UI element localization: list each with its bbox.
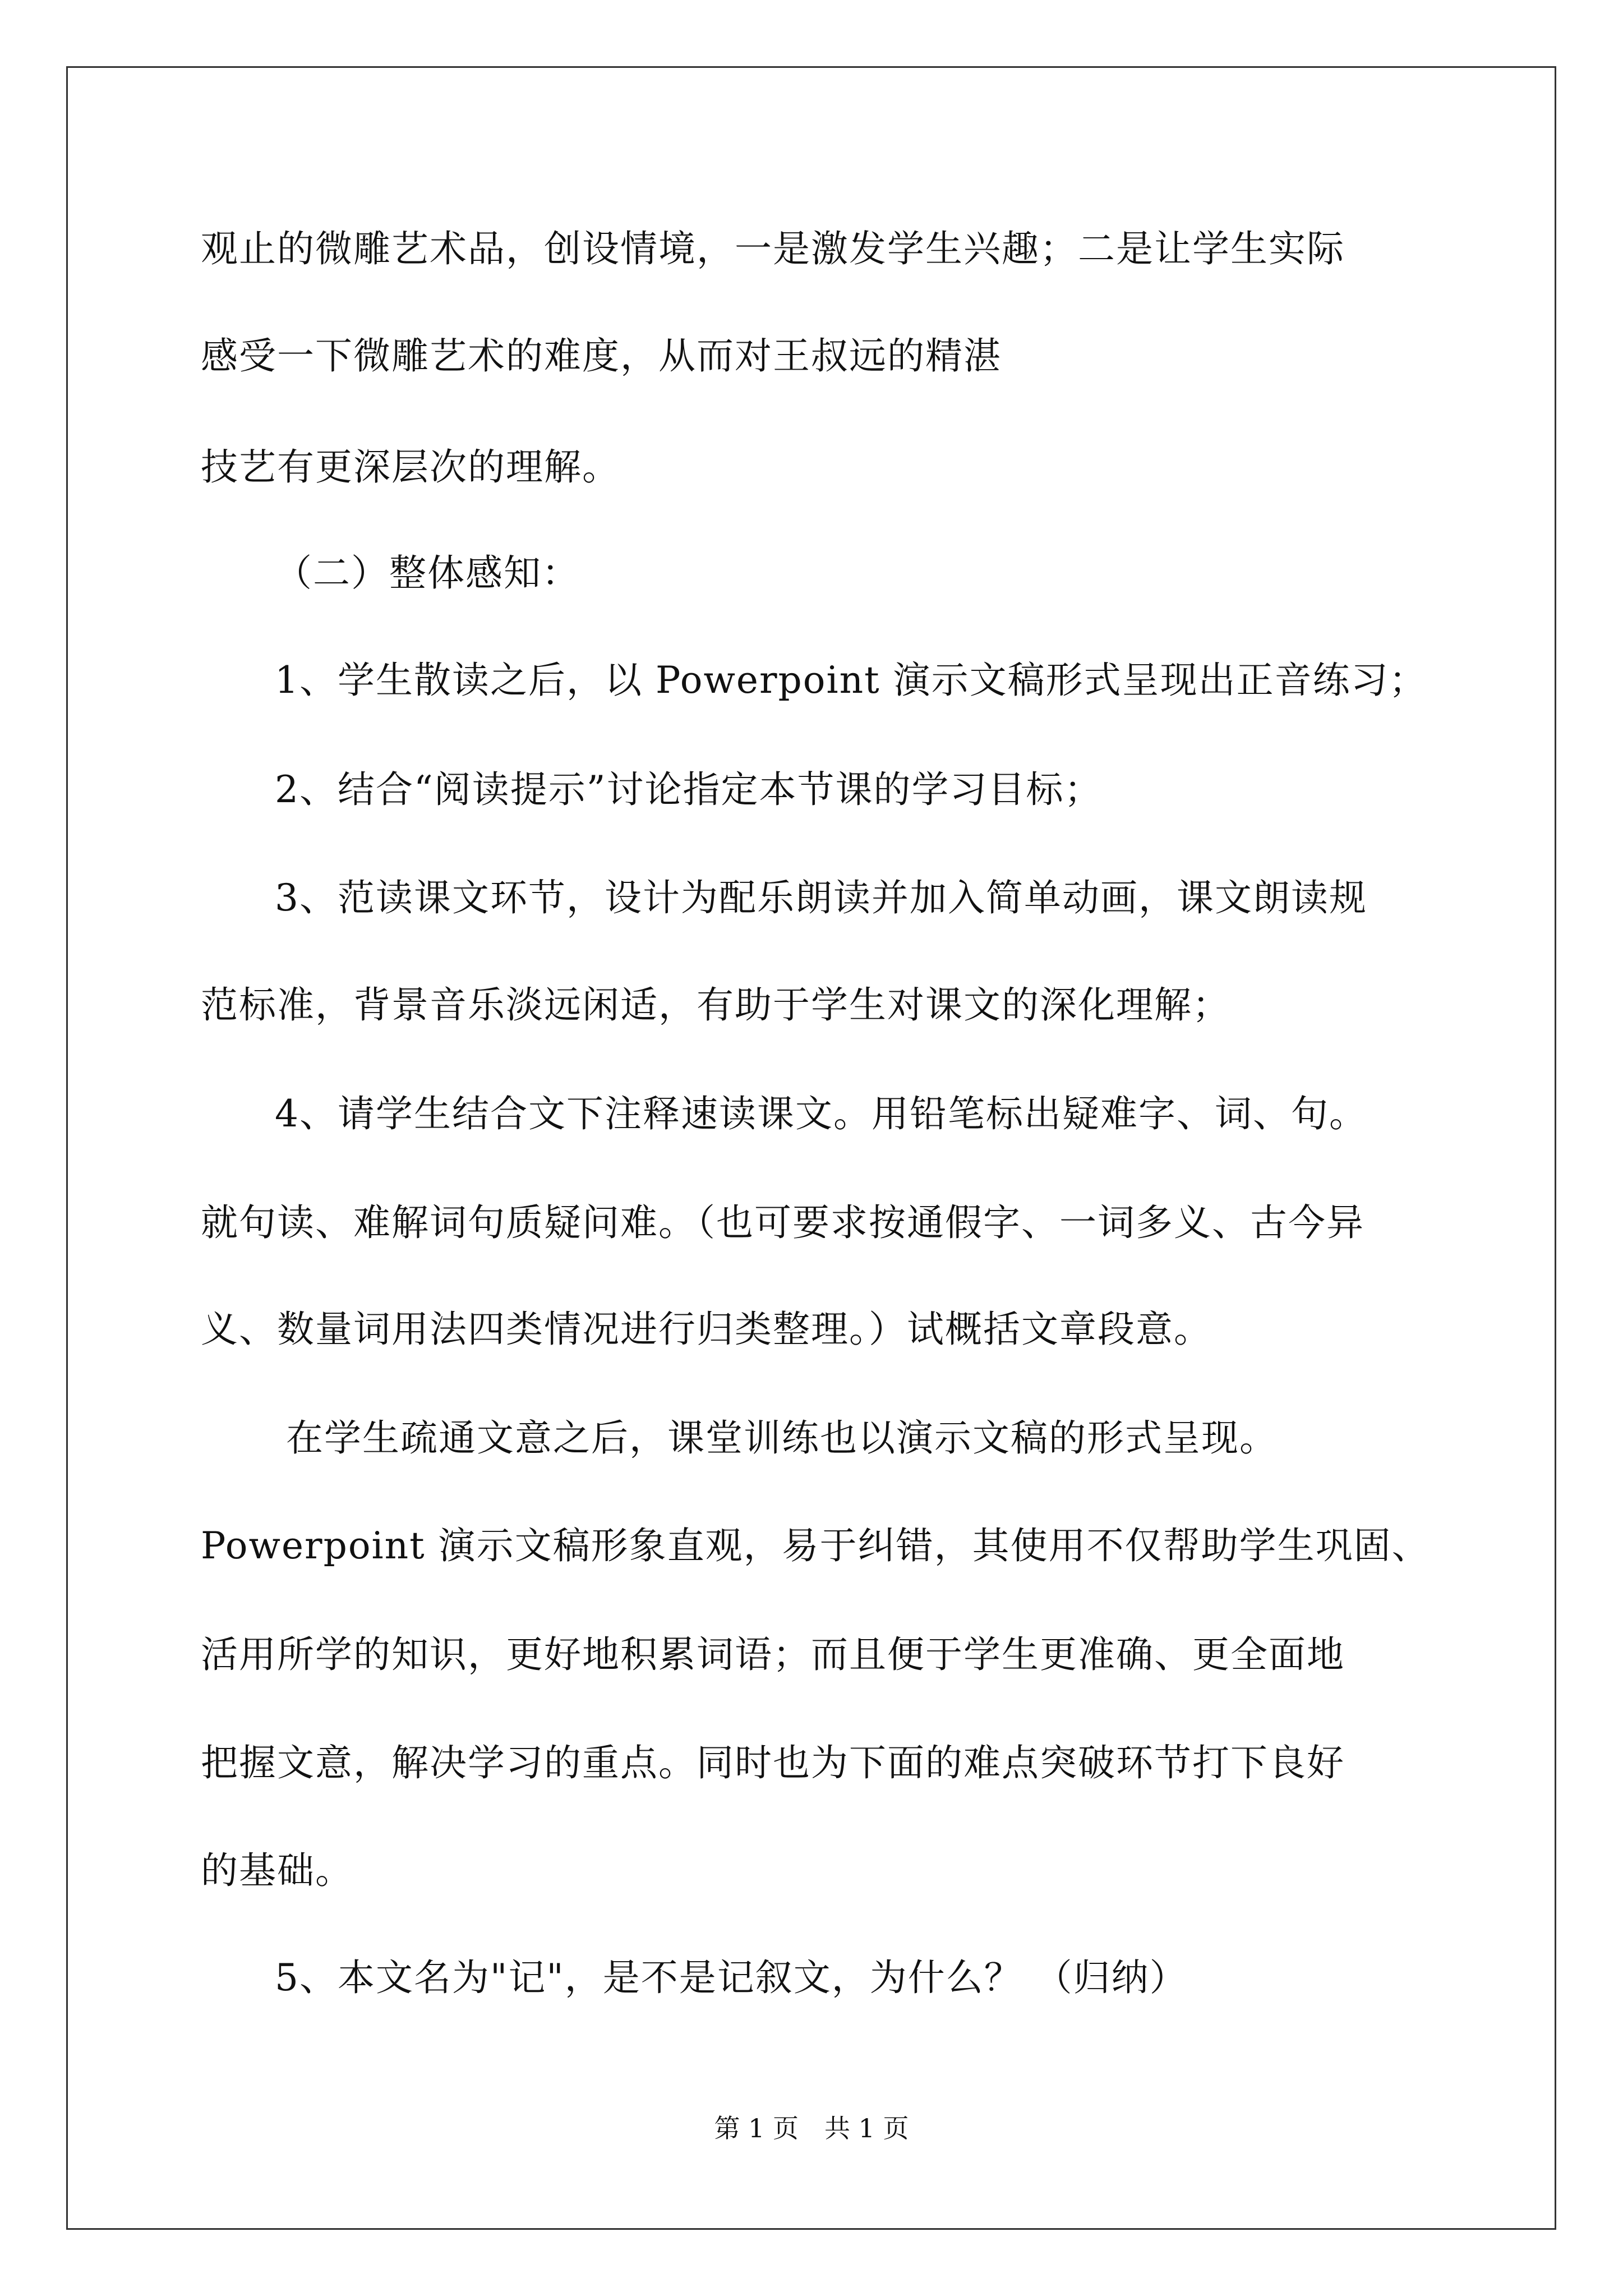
list-item-3: 3、范读课文环节，设计为配乐朗读并加入简单动画，课文朗读规: [275, 876, 1367, 919]
paragraph-start: 在学生疏通文意之后，课堂训练也以演示文稿的形式呈现。: [286, 1416, 1278, 1460]
page-number-footer: 第 1 页 共 1 页: [714, 2113, 909, 2143]
list-item-4: 4、请学生结合文下注释速读课文。用铅笔标出疑难字、词、句。: [275, 1092, 1367, 1135]
body-text-line: 范标准，背景音乐淡远闲适，有助于学生对课文的深化理解；: [201, 983, 1230, 1027]
body-text-line: 就句读、难解词句质疑问难。（也可要求按通假字、一词多义、古今异: [201, 1201, 1364, 1244]
body-text-line: 活用所学的知识，更好地积累词语；而且便于学生更准确、更全面地: [201, 1633, 1345, 1676]
body-text-line: 感受一下微雕艺术的难度，从而对王叔远的精湛: [201, 334, 1002, 378]
body-text-line: 义、数量词用法四类情况进行归类整理。）试概括文章段意。: [201, 1308, 1212, 1351]
body-text-line: Powerpoint 演示文稿形象直观，易于纠错，其使用不仅帮助学生巩固、: [201, 1524, 1430, 1567]
list-item-5: 5、本文名为"记"，是不是记叙文，为什么？ （归纳）: [275, 1956, 1188, 1999]
body-text-line: 的基础。: [201, 1849, 353, 1892]
body-text-line: 观止的微雕艺术品，创设情境，一是激发学生兴趣；二是让学生实际: [201, 227, 1345, 270]
list-item-2: 2、结合“阅读提示”讨论指定本节课的学习目标；: [275, 768, 1103, 811]
body-text-line: 技艺有更深层次的理解。: [201, 445, 620, 489]
list-item-1: 1、学生散读之后，以 Powerpoint 演示文稿形式呈现出正音练习；: [275, 659, 1427, 702]
body-text-line: 把握文意，解决学习的重点。同时也为下面的难点突破环节打下良好: [201, 1741, 1345, 1784]
page-border: [66, 66, 1556, 2230]
section-heading: （二）整体感知：: [275, 551, 580, 595]
